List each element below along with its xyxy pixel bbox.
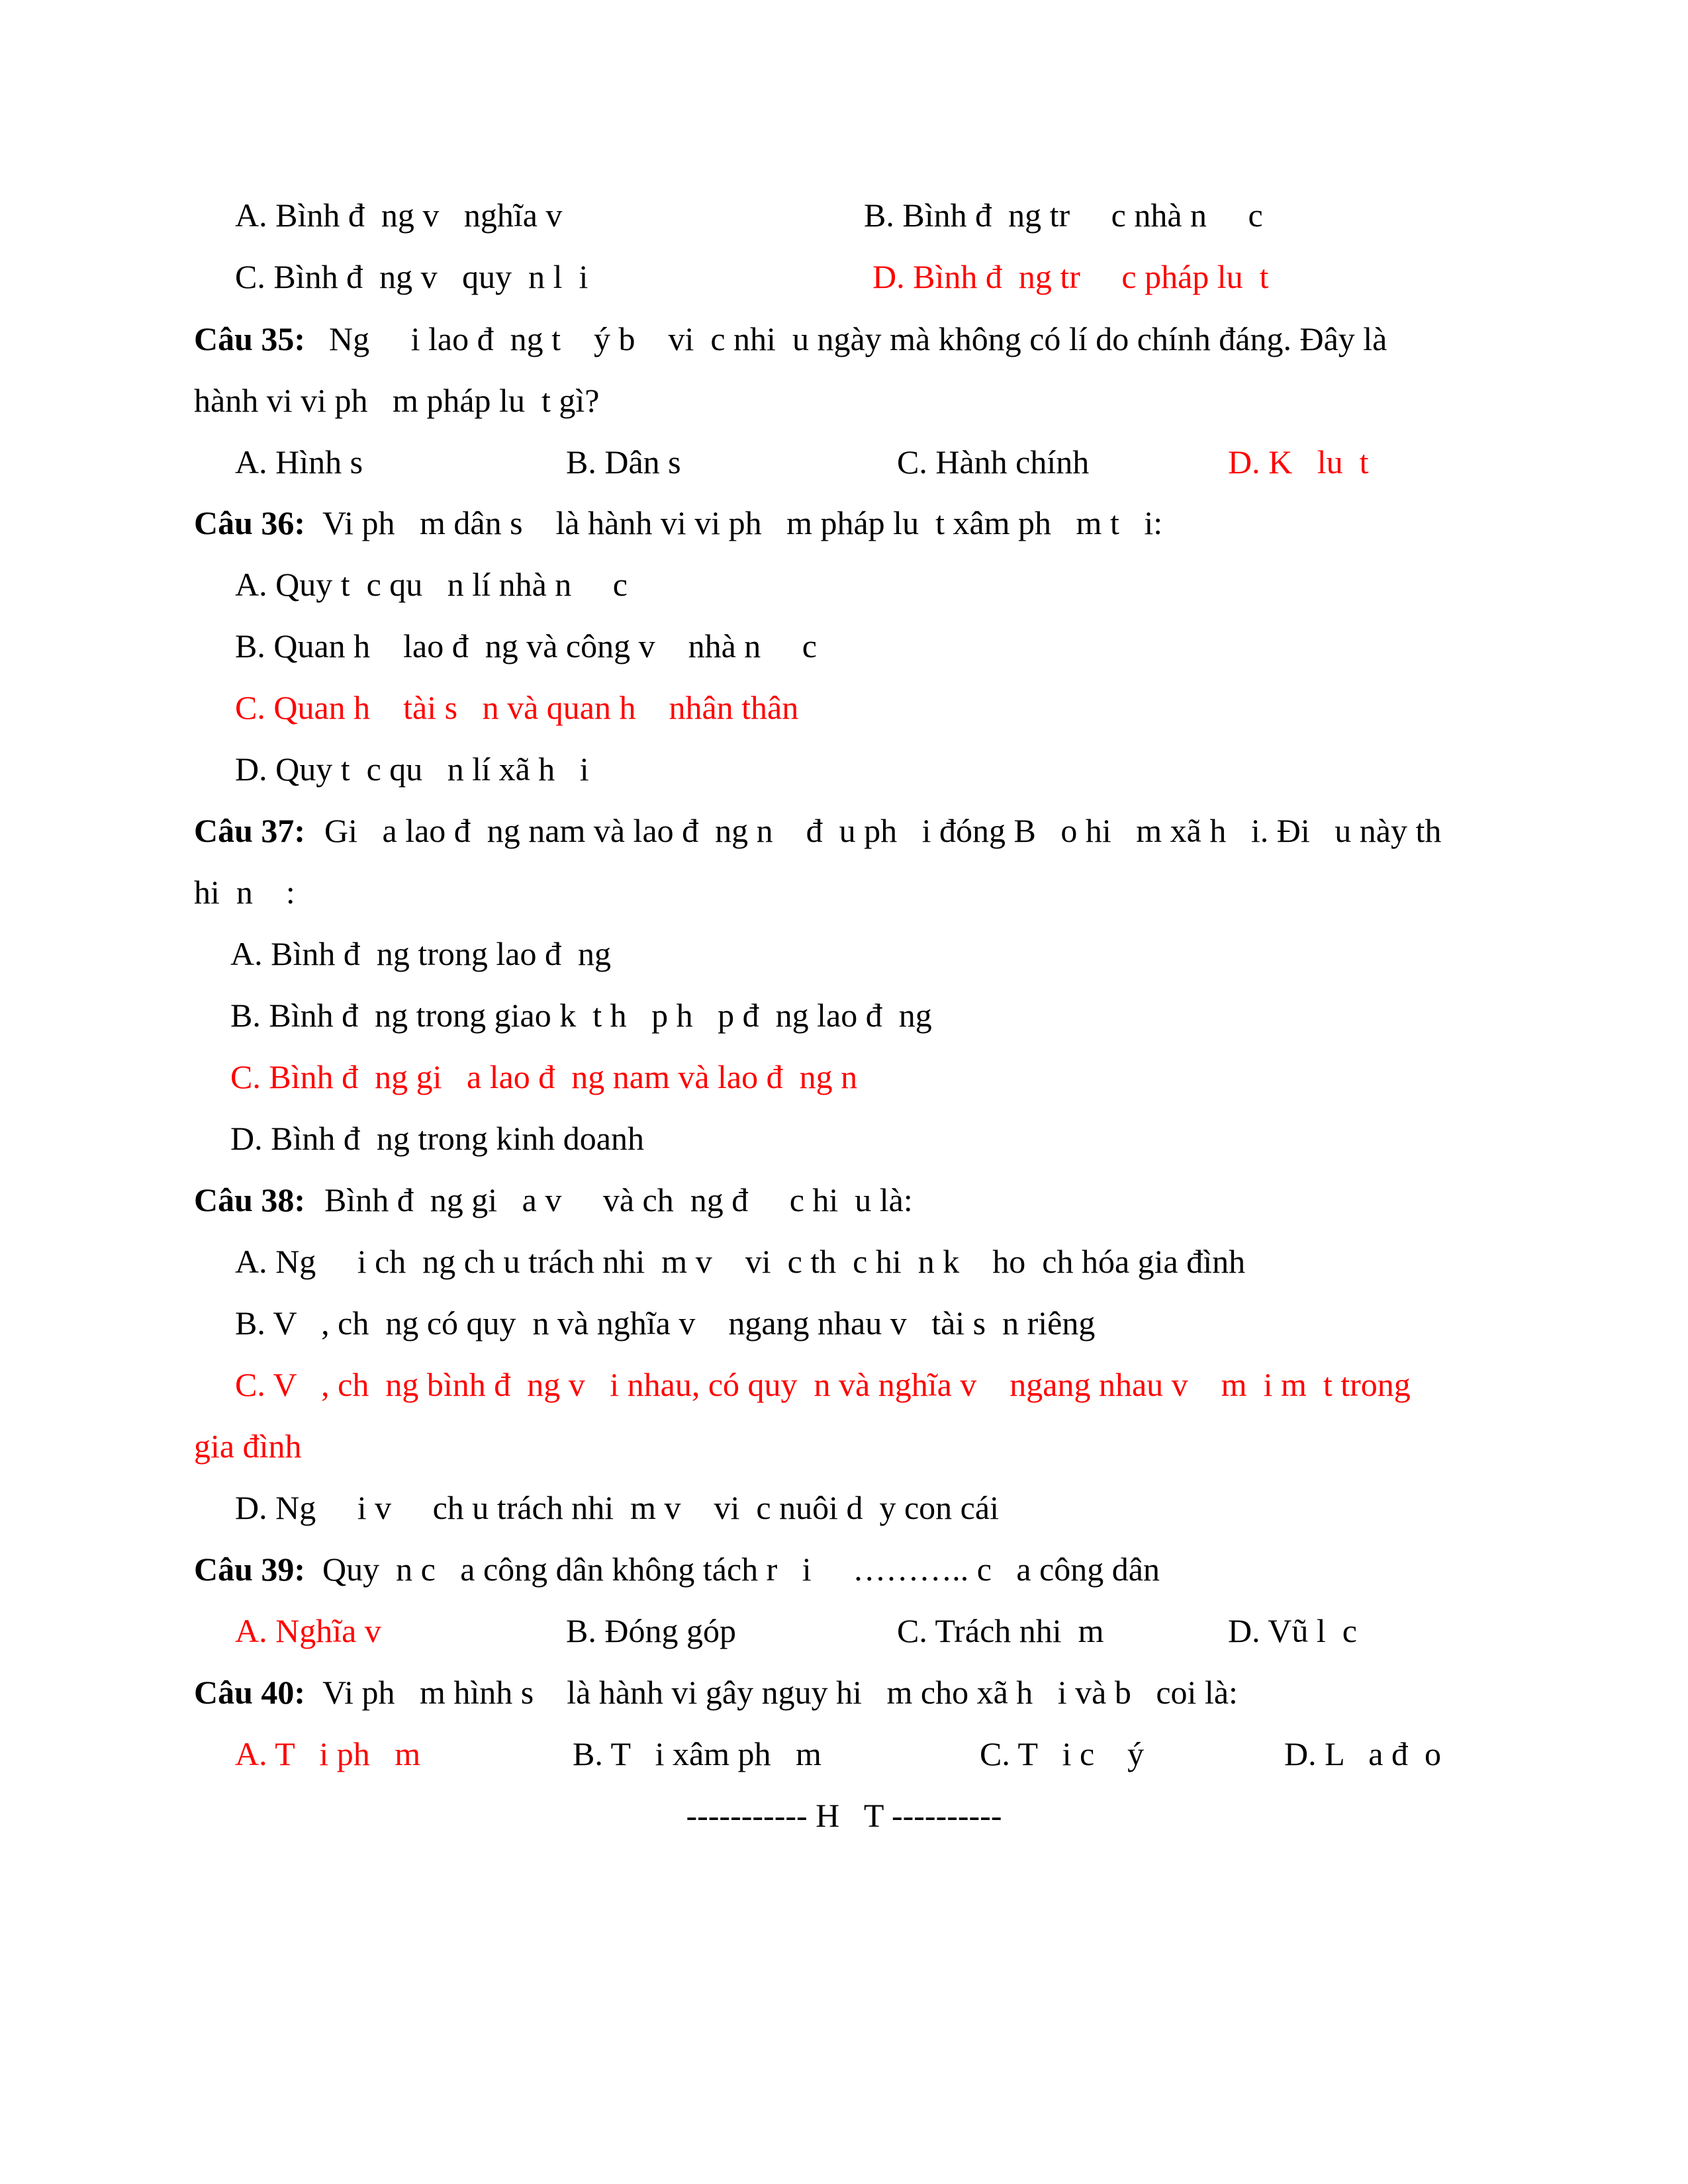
q40-option-d: D. L a đ o xyxy=(1284,1735,1441,1772)
q38-option-d: D. Ng i v ch u trách nhi m v vi c nuôi d y con cái xyxy=(235,1489,999,1526)
q37-option-d: D. Bình đ ng trong kinh doanh xyxy=(230,1120,644,1157)
q37-stem-line-1 xyxy=(0,804,1688,857)
q39-option-b: B. Đóng góp xyxy=(566,1612,736,1649)
q40-text: Vi ph m hình s là hành vi gây nguy hi m cho xã h i và b coi là: xyxy=(322,1674,1238,1711)
q37-option-a: A. Bình đ ng trong lao đ ng xyxy=(230,935,611,972)
q40-option-b: B. T i xâm ph m xyxy=(573,1735,821,1772)
q37-option-b: B. Bình đ ng trong giao k t h p h p đ ng lao đ ng xyxy=(230,997,932,1034)
q39-option-a-answer: A. Nghĩa v xyxy=(235,1612,381,1649)
q36-stem xyxy=(0,496,1688,549)
q38-option-b: B. V , ch ng có quy n và nghĩa v ngang nhau v tài s n riêng xyxy=(235,1304,1096,1342)
q37-label: Câu 37: xyxy=(194,812,306,849)
q38-option-d-row xyxy=(0,1481,1688,1534)
q40-option-a-answer: A. T i ph m xyxy=(235,1735,421,1772)
q39-text: Quy n c a công dân không tách r i ……….. c a công dân xyxy=(322,1551,1160,1588)
q34-option-a: A. Bình đ ng v nghĩa v xyxy=(235,197,563,234)
q37-option-b-row xyxy=(0,989,1688,1042)
q36-option-a: A. Quy t c qu n lí nhà n c xyxy=(235,566,628,603)
q34-option-c: C. Bình đ ng v quy n l i xyxy=(235,258,588,295)
q35-options xyxy=(0,435,1688,488)
q36-option-b: B. Quan h lao đ ng và công v nhà n c xyxy=(235,627,818,664)
q36-option-c-row xyxy=(0,681,1688,734)
q39-option-d: D. Vũ l c xyxy=(1228,1612,1357,1649)
q34-row-1 xyxy=(0,189,1688,242)
q39-label: Câu 39: xyxy=(194,1551,306,1588)
q38-option-c-row-2 xyxy=(0,1420,1688,1473)
q35-option-b: B. Dân s xyxy=(566,443,681,480)
q35-stem-line-2 xyxy=(0,374,1688,427)
q37-stem-line-2 xyxy=(0,866,1688,919)
q36-text: Vi ph m dân s là hành vi vi ph m pháp lu t xâm ph m t i: xyxy=(322,504,1163,541)
q34-row-2 xyxy=(0,250,1688,303)
end-marker: ----------- H T ---------- xyxy=(686,1797,1002,1834)
q37-option-c-answer: C. Bình đ ng gi a lao đ ng nam và lao đ ng n xyxy=(230,1058,858,1095)
q35-option-a: A. Hình s xyxy=(235,443,363,480)
q38-stem xyxy=(0,1173,1688,1226)
footer-row xyxy=(0,1789,1688,1842)
q38-option-b-row xyxy=(0,1297,1688,1349)
q35-option-c: C. Hành chính xyxy=(897,443,1090,480)
q39-options xyxy=(0,1604,1688,1657)
q38-option-c-answer-cont: gia đình xyxy=(194,1428,302,1465)
q35-text-2: hành vi vi ph m pháp lu t gì? xyxy=(194,382,600,419)
q36-option-d: D. Quy t c qu n lí xã h i xyxy=(235,751,589,788)
q38-option-c-answer: C. V , ch ng bình đ ng v i nhau, có quy n và nghĩa v ngang nhau v m i m t trong xyxy=(235,1366,1411,1403)
q39-stem xyxy=(0,1543,1688,1596)
q37-option-a-row xyxy=(0,927,1688,980)
q36-label: Câu 36: xyxy=(194,504,306,541)
q40-options xyxy=(0,1727,1688,1780)
q37-text-1: Gi a lao đ ng nam và lao đ ng n đ u ph i đóng B o hi m xã h i. Đi u này th xyxy=(324,812,1442,849)
q34-option-d-answer: D. Bình đ ng tr c pháp lu t xyxy=(872,258,1269,295)
q37-text-2: hi n : xyxy=(194,874,295,911)
q36-option-a-row xyxy=(0,558,1688,611)
q38-option-a-row xyxy=(0,1235,1688,1288)
q38-label: Câu 38: xyxy=(194,1181,306,1218)
q35-text-1: Ng i lao đ ng t ý b vi c nhi u ngày mà không có lí do chính đáng. Đây là xyxy=(329,320,1387,357)
q36-option-b-row xyxy=(0,619,1688,672)
q38-option-c-row-1 xyxy=(0,1358,1688,1411)
q38-text: Bình đ ng gi a v và ch ng đ c hi u là: xyxy=(324,1181,913,1218)
q40-stem xyxy=(0,1666,1688,1719)
q37-option-c-row xyxy=(0,1050,1688,1103)
q34-option-b: B. Bình đ ng tr c nhà n c xyxy=(864,197,1263,234)
q40-label: Câu 40: xyxy=(194,1674,306,1711)
q36-option-d-row xyxy=(0,743,1688,796)
q39-option-c: C. Trách nhi m xyxy=(897,1612,1104,1649)
q36-option-c-answer: C. Quan h tài s n và quan h nhân thân xyxy=(235,689,799,726)
q35-stem-line-1 xyxy=(0,312,1688,365)
q37-option-d-row xyxy=(0,1112,1688,1165)
q35-option-d-answer: D. K lu t xyxy=(1228,443,1369,480)
q38-option-a: A. Ng i ch ng ch u trách nhi m v vi c th c hi n k ho ch hóa gia đình xyxy=(235,1243,1246,1280)
q35-label: Câu 35: xyxy=(194,320,306,357)
q40-option-c: C. T i c ý xyxy=(980,1735,1145,1772)
